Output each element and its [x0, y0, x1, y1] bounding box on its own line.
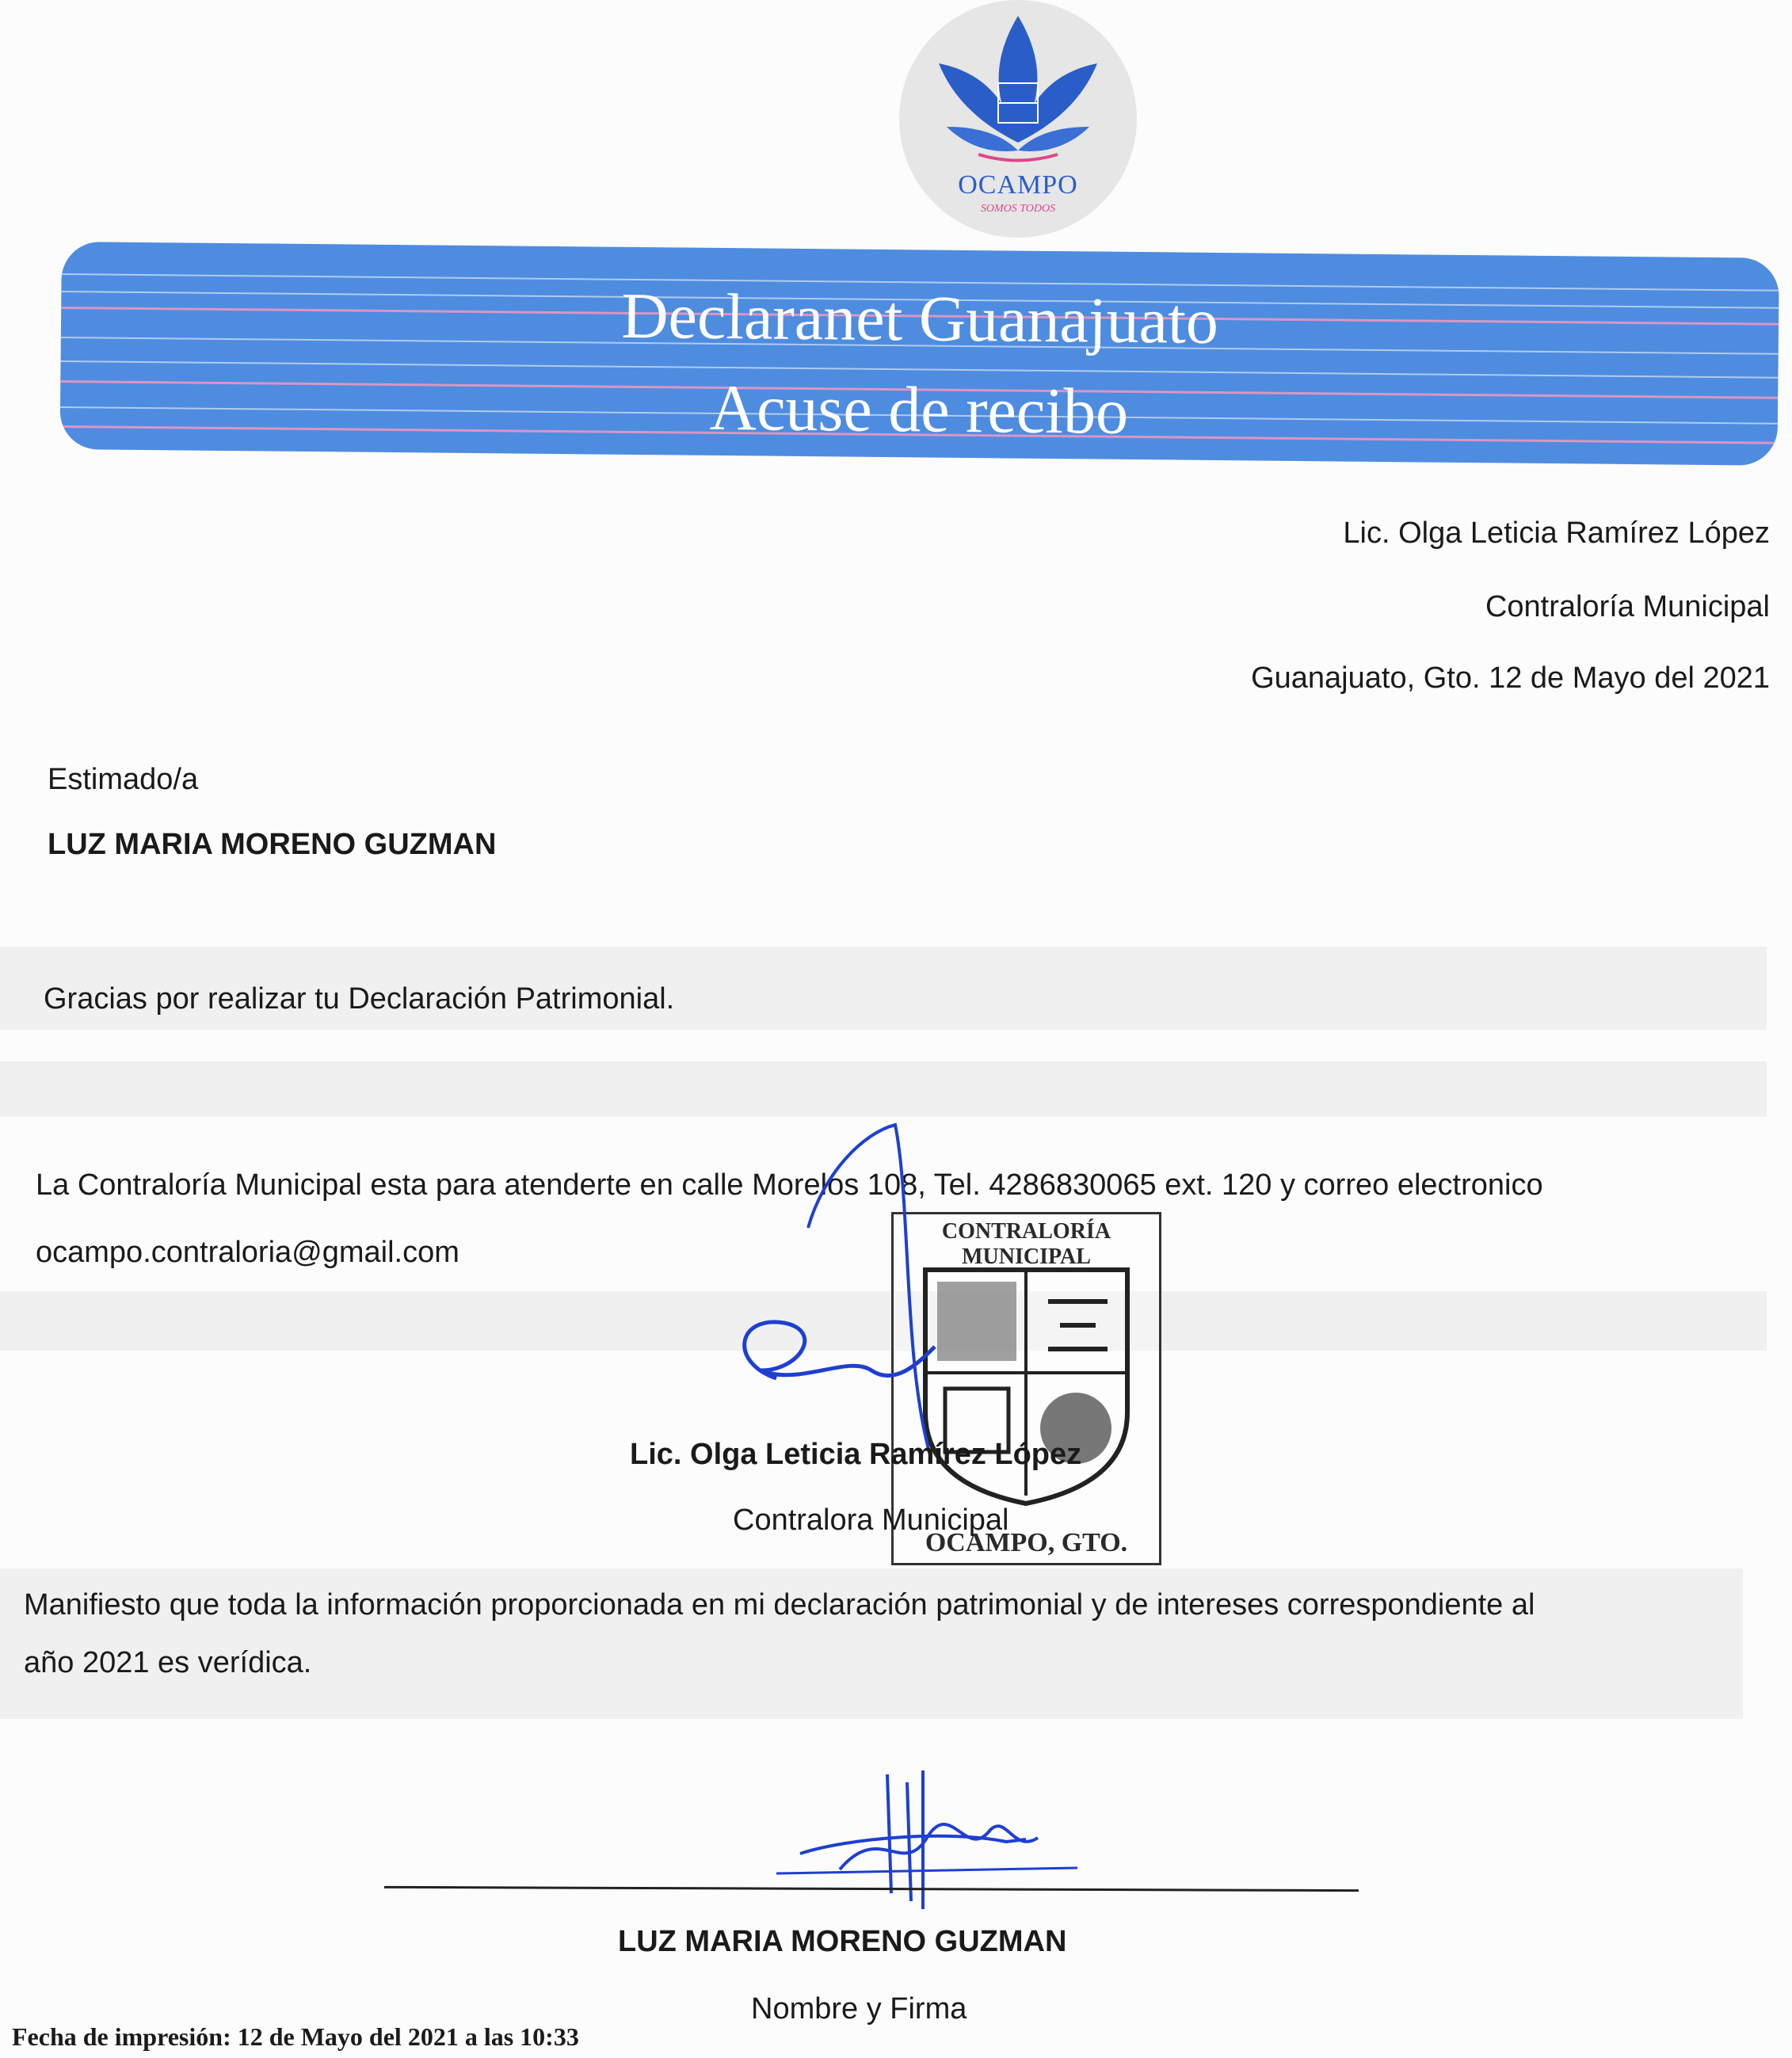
ocampo-logo — [899, 0, 1153, 238]
official-title: Contralora Municipal — [733, 1503, 1009, 1537]
recipient-name: Lic. Olga Leticia Ramírez López — [1343, 516, 1770, 550]
logo-name: OCAMPO — [958, 170, 1078, 200]
manifest-text: Manifiesto que toda la información proporcionada en mi declaración patrimonial y de intereses correspondiente al — [24, 1588, 1535, 1622]
salutation: Estimado/a — [48, 763, 199, 796]
official-signature-ink — [713, 1109, 967, 1465]
thanks-text: Gracias por realizar tu Declaración Patrimonial. — [44, 982, 675, 1016]
logo-tagline: SOMOS TODOS — [980, 203, 1056, 215]
title-banner — [59, 242, 1779, 466]
print-date: Fecha de impresión: 12 de Mayo del 2021 a las 10:33 — [12, 2022, 579, 2051]
lotus-icon — [931, 8, 1105, 174]
contact-text: La Contraloría Municipal esta para atenderte en calle Morelos 108, Tel. 4286830065 ext. 120 y correo electronico — [36, 1168, 1543, 1202]
contact-email: ocampo.contraloria@gmail.com — [36, 1236, 459, 1269]
stamp-bottom-text: OCAMPO, GTO. — [925, 1528, 1128, 1557]
declarant-signature-name: LUZ MARIA MORENO GUZMAN — [618, 1925, 1067, 1958]
manifest-text-2: año 2021 es verídica. — [24, 1646, 312, 1679]
stamp-top-text: CONTRALORÍA MUNICIPAL — [941, 1219, 1111, 1269]
banner-title: Declaranet Guanajuato — [620, 279, 1219, 358]
declarant-name: LUZ MARIA MORENO GUZMAN — [48, 828, 497, 861]
signature-label: Nombre y Firma — [751, 1992, 967, 2026]
recipient-office: Contraloría Municipal — [1485, 590, 1770, 623]
banner-subtitle: Acuse de recibo — [709, 371, 1129, 448]
official-name: Lic. Olga Leticia Ramírez López — [630, 1438, 1082, 1471]
declarant-signature-ink — [753, 1766, 1093, 1917]
place-date: Guanajuato, Gto. 12 de Mayo del 2021 — [1251, 661, 1770, 695]
